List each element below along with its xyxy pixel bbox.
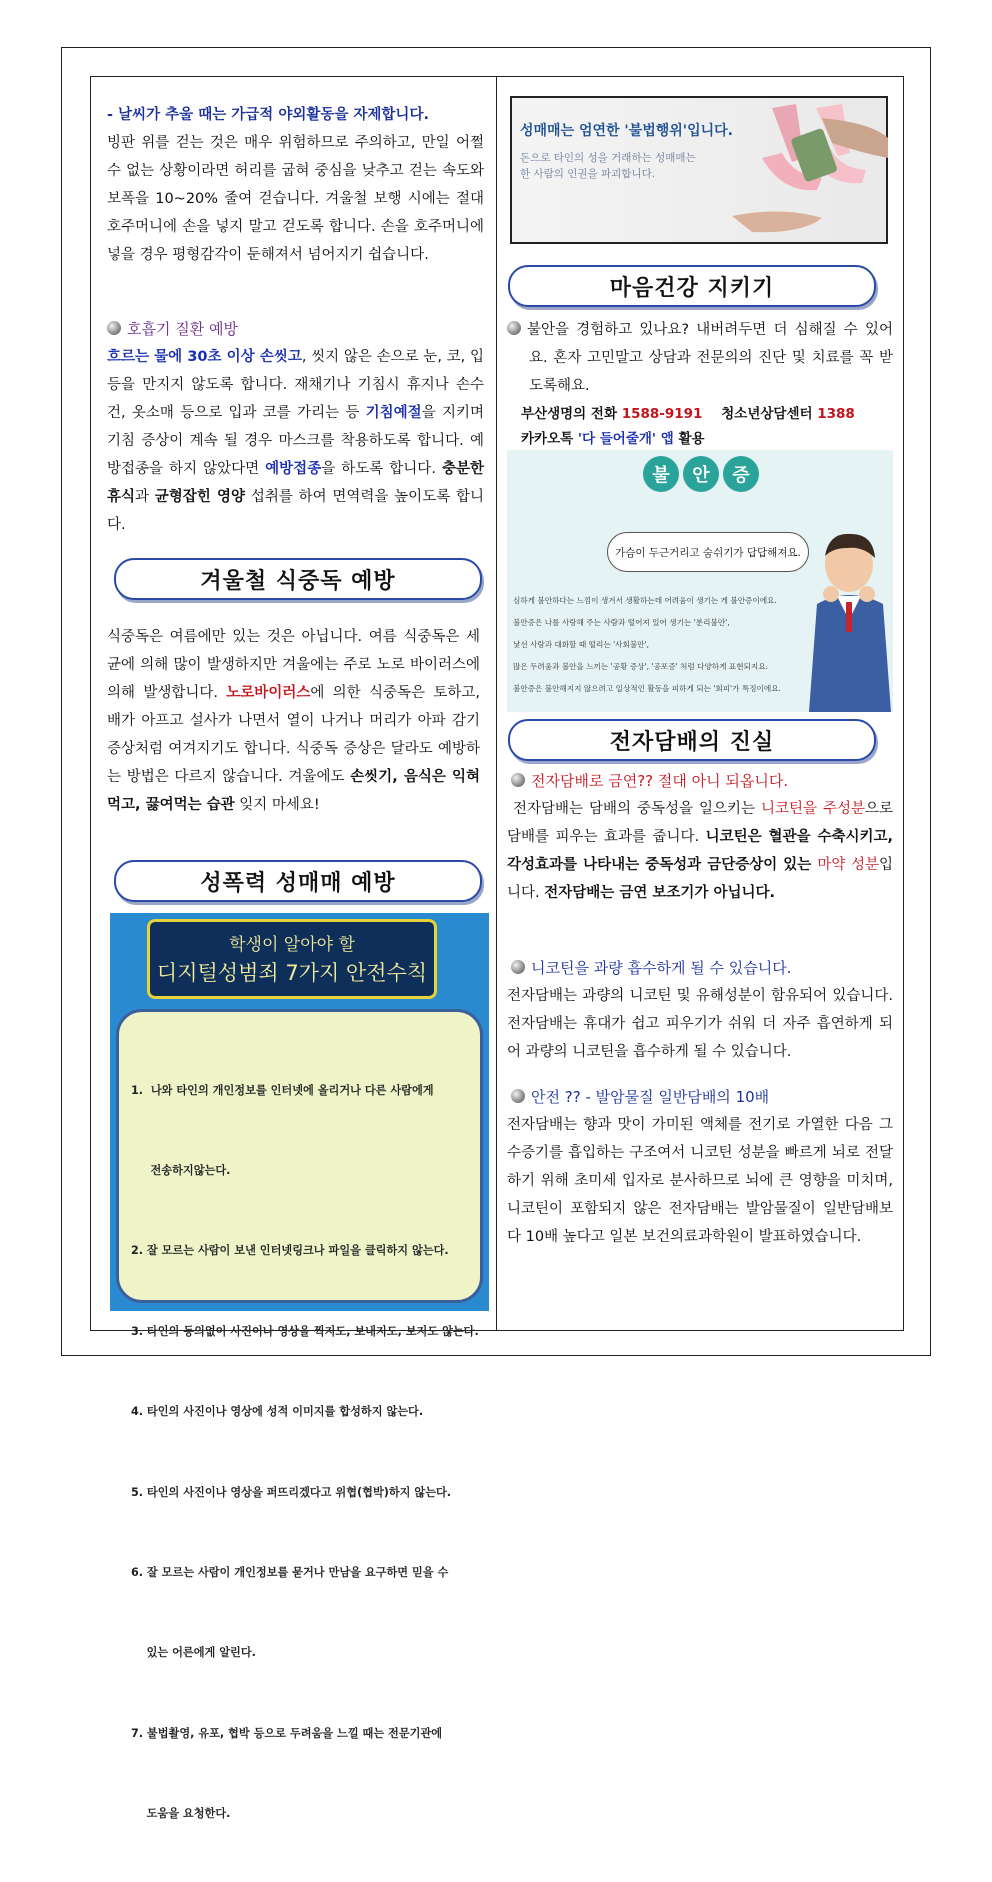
food-poisoning-title: 겨울철 식중독 예방 — [114, 558, 482, 600]
anxiety-line: 심하게 불안하다는 느낌이 생겨서 생활하는데 어려움이 생기는 게 불안증이에요. — [513, 596, 777, 605]
anxiety-line: 낯선 사람과 대화할 때 떨리는 '사회불안', — [513, 640, 650, 649]
ecig-section-1 — [507, 767, 893, 907]
anxiety-char: 증 — [723, 456, 759, 492]
digital-crime-title-1: 학생이 알아야 할 — [229, 935, 355, 955]
anxiety-description — [513, 590, 813, 700]
column-divider — [496, 76, 497, 1331]
bullet-icon — [107, 321, 121, 335]
ecig-body-2: 전자담배는 과량의 니코틴 및 유해성분이 함유되어 있습니다. 전자담배는 휴대가 쉽고 피우기가 쉬워 더 자주 흡연하게 되어 과량의 니코틴을 흡수하게 될 수 있습니다. — [507, 988, 893, 1060]
ecig-title: 전자담배의 진실 — [508, 719, 876, 761]
anxiety-title-circles — [643, 456, 759, 492]
winter-activity-section — [107, 101, 484, 269]
rule-item: 7. 불법촬영, 유포, 협박 등으로 두려움을 느낄 때는 전문기관에 — [131, 1726, 443, 1740]
prostitution-subtext: 돈으로 타인의 성을 거래하는 성매매는 한 사람의 인권을 파괴합니다. — [520, 152, 696, 180]
rule-item: 있는 어른에게 알린다. — [131, 1646, 256, 1660]
digital-crime-title-2: 디지털성범죄 7가지 안전수칙 — [156, 961, 428, 985]
ecig-body-3: 전자담배는 향과 맛이 가미된 액체를 전기로 가열한 다음 그 수증기를 흡입하는 구조여서 니코틴 성분을 빠르게 뇌로 전달하기 위해 초미세 입자로 분사하므로 뇌에 큰 영향을 미치며, 니코틴이 포함되지 않은 전자담배는 발암물질이 일반담배보다 10배 높다고 일본 보건의료과학원이 발표하였습니다. — [507, 1117, 893, 1245]
respiratory-section — [107, 315, 484, 539]
contact-line-1: 부산생명의 전화 1588-9191 청소년상담센터 1388 — [521, 406, 855, 422]
mental-health-body: 불안을 경험하고 있나요? 내버려두면 더 심해질 수 있어요. 혼자 고민말고 상담과 전문의의 진단 및 치료를 꼭 받도록해요. 부산생명의 전화 1588-9191 청소년상담센터 1388 카카오톡 '다 들어줄개' 앱 활용 — [507, 316, 893, 450]
prostitution-warning-image — [510, 96, 888, 244]
prostitution-headline: 성매매는 엄연한 '불법행위'입니다. — [520, 123, 733, 139]
rule-item: 5. 타인의 사진이나 영상을 퍼뜨리겠다고 위협(협박)하지 않는다. — [131, 1485, 452, 1499]
bullet-icon — [507, 321, 521, 335]
anxiety-line: 불안증은 불안해지지 않으려고 일상적인 활동을 피하게 되는 '회피'가 특징이에요. — [513, 684, 781, 693]
bullet-icon — [511, 773, 525, 787]
bullet-icon — [511, 1089, 525, 1103]
rule-item: 6. 잘 모르는 사람이 개인정보를 묻거나 만남을 요구하면 믿을 수 — [131, 1565, 449, 1579]
mental-health-title: 마음건강 지키기 — [508, 265, 876, 307]
anxious-boy-illustration — [807, 524, 893, 712]
respiratory-body: 흐르는 물에 30초 이상 손씻고, 씻지 않은 손으로 눈, 코, 입 등을 만지지 않도록 합니다. 재채기나 기침시 휴지나 손수건, 옷소매 등으로 입과 코를 가리는 등 기침예절을 지키며 기침 증상이 계속 될 경우 마스크를 착용하도록 합니다. 예방접종을 하지 않았다면 예방접종을 하도록 합니다. 충분한 휴식과 균형잡힌 영양 섭취를 하여 면역력을 높이도록 합니다. — [107, 349, 484, 533]
respiratory-heading: 호흡기 질환 예방 — [107, 315, 484, 343]
rule-item: 1. 나와 타인의 개인정보를 인터넷에 올리거나 다른 사람에게 — [131, 1083, 434, 1097]
digital-crime-rules-image — [110, 913, 489, 1821]
anxiety-char: 불 — [643, 456, 679, 492]
rule-item: 도움을 요청한다. — [131, 1807, 231, 1821]
speech-bubble: 가슴이 두근거리고 숨쉬기가 답답해져요. — [607, 532, 809, 572]
winter-activity-heading: - 날씨가 추울 때는 가급적 야외활동을 자제합니다. — [107, 107, 429, 123]
heels-and-money-illustration — [712, 98, 888, 244]
rule-item: 4. 타인의 사진이나 영상에 성적 이미지를 합성하지 않는다. — [131, 1405, 424, 1419]
food-poisoning-body: 식중독은 여름에만 있는 것은 아닙니다. 여름 식중독은 세균에 의해 많이 발생하지만 겨울에는 주로 노로 바이러스에 의해 발생합니다. 노로바이러스에 의한 식중독은 토하고, 배가 아프고 설사가 나면서 열이 나거나 머리가 아파 감기 증상처럼 여겨지기도 합니다. 식중독 증상은 달라도 예방하는 방법은 다르지 않습니다. 겨울에도 손씻기, 음식은 익혀 먹고, 끓여먹는 습관 잊지 마세요! — [107, 629, 480, 813]
sexual-violence-title: 성폭력 성매매 예방 — [114, 860, 482, 902]
anxiety-char: 안 — [683, 456, 719, 492]
anxiety-line: 불안증은 나를 사랑해 주는 사람과 떨어져 있어 생기는 '분리불안', — [513, 618, 730, 627]
anxiety-infographic — [507, 450, 893, 712]
winter-activity-body: 빙판 위를 걷는 것은 매우 위험하므로 주의하고, 만일 어쩔 수 없는 상황이라면 허리를 굽혀 중심을 낮추고 걷는 속도와 보폭을 10~20% 줄여 걷습니다. 겨울철 보행 시에는 절대 호주머니에 손을 넣지 말고 걷도록 합니다. 손을 호주머니에 넣을 경우 평형감각이 둔해져서 넘어지기 쉽습니다. — [107, 135, 484, 263]
digital-crime-title-box — [147, 919, 437, 999]
anxiety-line: 많은 두려움과 불안을 느끼는 '공황 증상', '공포증' 처럼 다양하게 표현되지요. — [513, 662, 768, 671]
digital-crime-rules-list — [116, 1009, 483, 1821]
ecig-heading-1: 전자담배로 금연?? 절대 아니 되옵니다. — [507, 767, 893, 795]
ecig-heading-2: 니코틴을 과량 흡수하게 될 수 있습니다. — [507, 954, 893, 982]
ecig-section-3 — [507, 1083, 893, 1251]
contact-line-2: 카카오톡 '다 들어줄개' 앱 활용 — [521, 431, 705, 447]
bullet-icon — [511, 960, 525, 974]
ecig-body-1: 전자담배는 담배의 중독성을 일으키는 니코틴을 주성분으로 담배를 피우는 효과를 줍니다. 니코틴은 혈관을 수축시키고, 각성효과를 나타내는 중독성과 금단증상이 있는 마약 성분입니다. 전자담배는 금연 보조기가 아닙니다. — [507, 801, 893, 901]
rule-item: 3. 타인의 동의없이 사진이나 영상을 찍지도, 보내지도, 보지도 않는다. — [131, 1324, 479, 1338]
ecig-heading-3: 안전 ?? - 발암물질 일반담배의 10배 — [507, 1083, 893, 1111]
rule-item: 전송하지않는다. — [131, 1163, 231, 1177]
ecig-section-2 — [507, 954, 893, 1066]
rule-item: 2. 잘 모르는 사람이 보낸 인터넷링크나 파일을 클릭하지 않는다. — [131, 1244, 449, 1258]
